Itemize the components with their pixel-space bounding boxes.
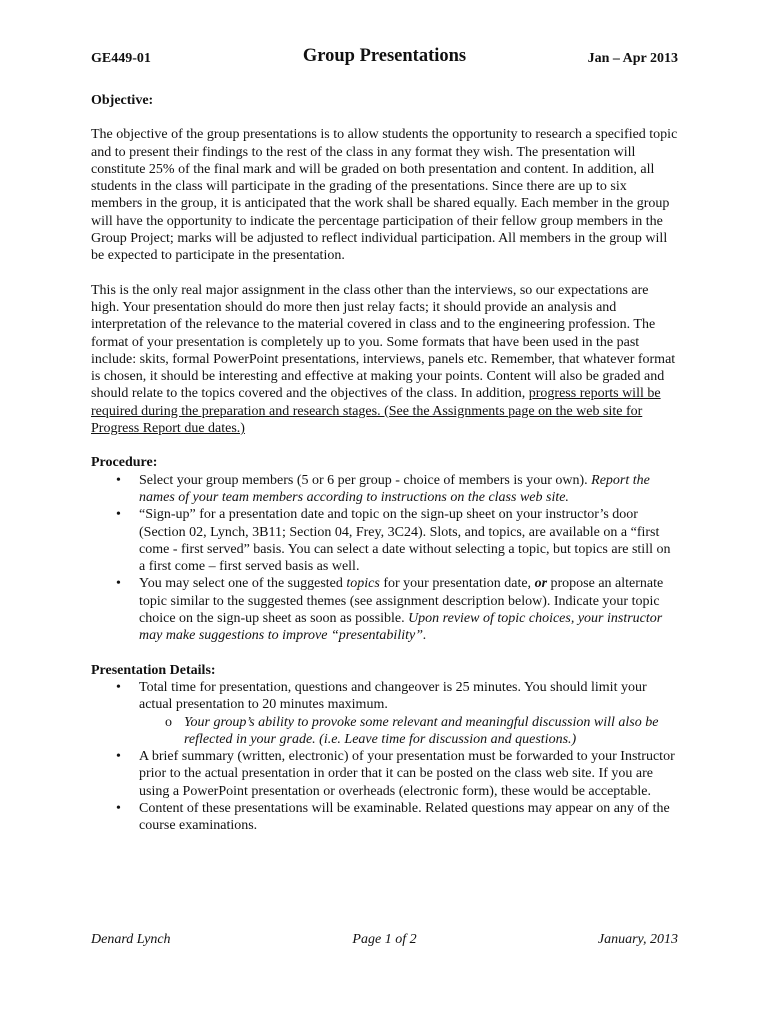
procedure-list	[91, 472, 678, 645]
details-sub-item-text: Your group’s ability to provoke some relevant and meaningful discussion will also be reflected in your grade. (i.e. Leave time for discussion and questions.)	[184, 714, 659, 747]
procedure-item-3-post: propose an alternate topic similar to the suggested themes (see assignment description below). Indicate your topic choice on the sign-up sheet as soon as possible.	[139, 576, 664, 627]
bullet-icon: •	[116, 507, 121, 523]
details-item-3-text: Content of these presentations will be examinable. Related questions may appear on any of the course examinations.	[139, 800, 670, 834]
footer-author: Denard Lynch	[91, 932, 171, 947]
objective-paragraph-2	[91, 282, 678, 438]
or-word: or	[534, 576, 548, 592]
procedure-item-3-pre: You may select one of the suggested	[139, 576, 347, 592]
details-item-1-text: Total time for presentation, questions and changeover is 25 minutes. You should limit your actual presentation to 20 minutes maximum.	[139, 679, 647, 713]
list-item	[91, 800, 678, 835]
page-footer	[91, 932, 678, 950]
list-item	[91, 748, 678, 800]
progress-report-note: progress reports will be required during the preparation and research stages. (See the Assignments page on the web site for Progress Report due dates.)	[91, 386, 661, 437]
list-item	[91, 714, 678, 749]
bullet-icon: •	[116, 472, 121, 488]
bullet-icon: •	[116, 800, 121, 816]
topics-word: topics	[346, 576, 380, 592]
procedure-item-1-italic: Report the names of your team members according to instructions on the class web site.	[139, 472, 650, 505]
details-item-2-text: A brief summary (written, electronic) of your presentation must be forwarded to your Instructor prior to the actual presentation in order that it can be posted on the class web site. If you are using a PowerPoint presentation or overheads (electronic form), these would be acceptable.	[139, 749, 675, 799]
procedure-item-2-text: “Sign-up” for a presentation date and topic on the sign-up sheet on your instructor’s door (Section 02, Lynch, 3B11; Section 04, Frey, 3C24). Slots, and topics, are available on a “first come - first served” basis. You can select a date without selecting a topic, but topics are still on a first come – first served basis as well.	[139, 507, 671, 575]
procedure-heading: Procedure:	[91, 455, 158, 471]
bullet-icon: •	[116, 679, 121, 695]
list-item	[91, 506, 678, 575]
document-page	[91, 46, 678, 835]
procedure-item-1-text: Select your group members (5 or 6 per group - choice of members is your own).	[139, 472, 592, 488]
objective-paragraph-1: The objective of the group presentations is to allow students the opportunity to research a specified topic and to present their findings to the rest of the class in any format they wish. The presentation will constitute 25% of the final mark and will be graded on both presentation and content. In addition, all students in the class will participate in the grading of the presentations. Since there are up to six members in the group, it is anticipated that the work shall be shared equally. Each member in the group will have the opportunity to indicate the percentage participation of their fellow group members in the Group Project; marks will be adjusted to reflect individual participation. All members in the group will be expected to participate in the presentation.	[91, 127, 678, 264]
objective-heading: Objective:	[91, 93, 154, 108]
details-list	[91, 679, 678, 835]
course-code: GE449-01	[91, 51, 151, 66]
list-item	[91, 472, 678, 507]
objective-paragraph-2-text: This is the only real major assignment in the class other than the interviews, so our expectations are high. Your presentation should do more then just relay facts; it should provide an analysis and interpretation of the relevance to the material covered in class and to the engineering profession. The format of your presentation is completely up to you. Some formats that have been used in the past include: skits, formal PowerPoint presentations, interviews, panels etc. Remember, that whatever format is chosen, it should be interesting and effective at making your points. Content will also be graded and should relate to the topics covered and the objectives of the class. In addition,	[91, 282, 676, 402]
term-dates: Jan – Apr 2013	[587, 51, 678, 66]
details-sub-list	[139, 714, 678, 749]
bullet-icon: •	[116, 576, 121, 592]
procedure-item-3-italic: Upon review of topic choices, your instructor may make suggestions to improve “presentability”.	[139, 611, 663, 644]
bullet-icon: •	[116, 749, 121, 765]
procedure-item-3-mid: for your presentation date,	[379, 576, 535, 592]
document-title: Group Presentations	[302, 46, 467, 66]
presentation-details-heading: Presentation Details:	[91, 662, 216, 678]
footer-date: January, 2013	[597, 932, 678, 947]
footer-page-number: Page 1 of 2	[352, 932, 417, 947]
list-item	[91, 679, 678, 748]
list-item	[91, 575, 678, 644]
page-header	[91, 46, 678, 72]
sub-bullet-icon: o	[165, 714, 172, 730]
